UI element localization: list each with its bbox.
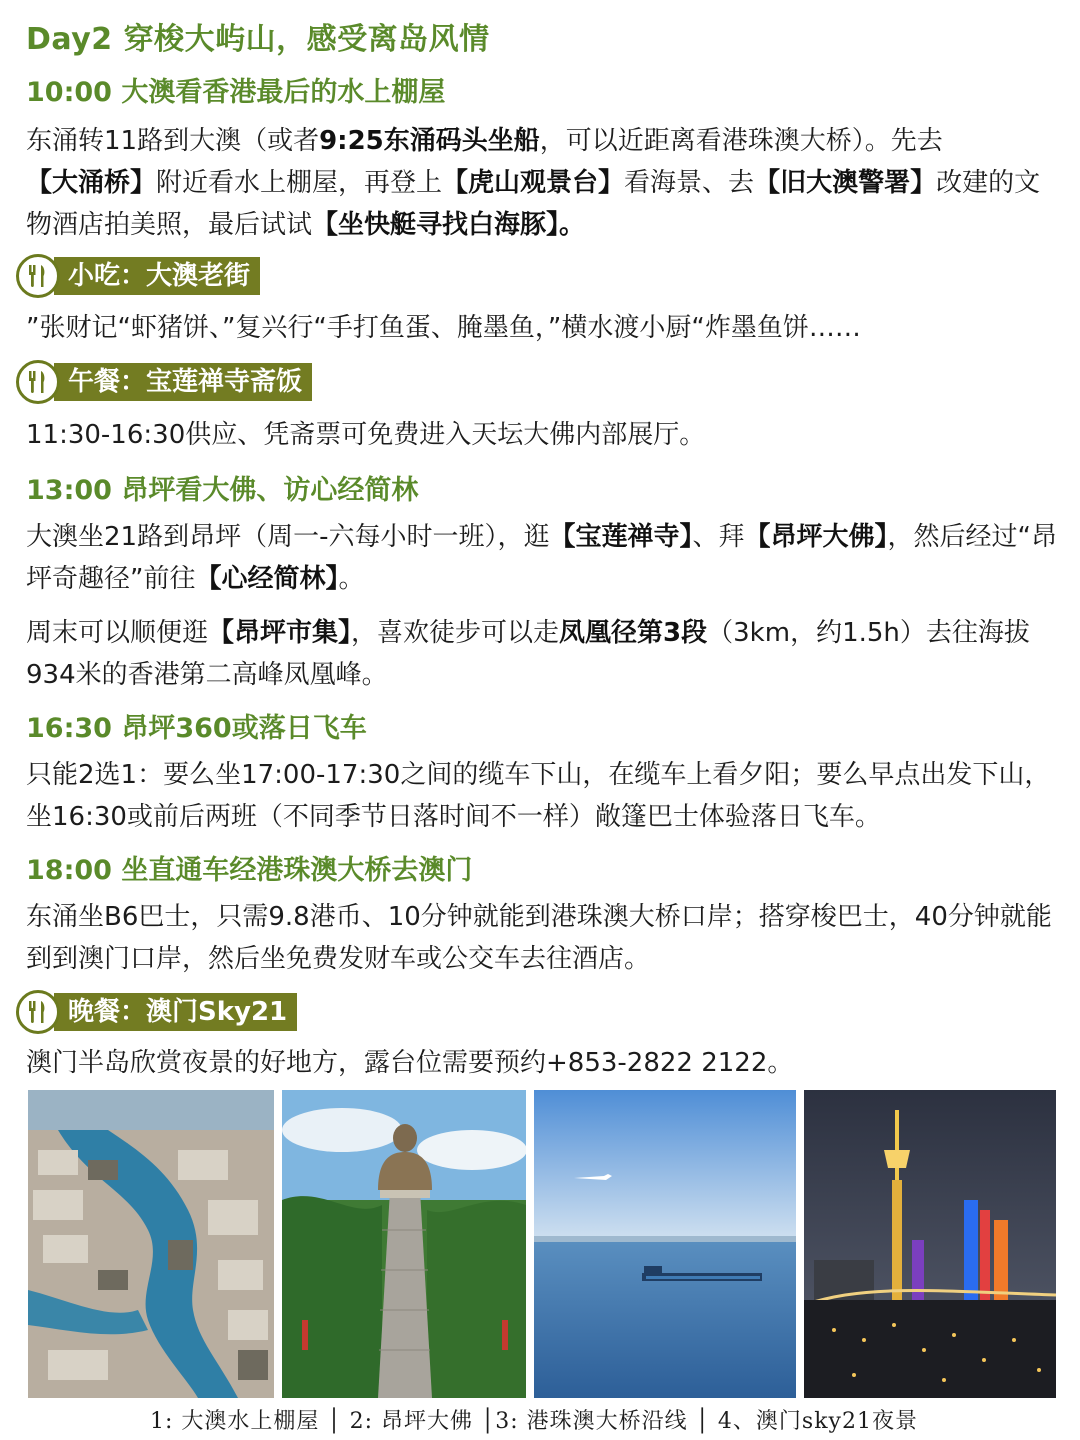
snack-text: ”张财记“虾猪饼、”复兴行“手打鱼蛋、腌墨鱼，”横水渡小厨“炸墨鱼饼…… xyxy=(26,313,861,343)
photo-hzmb-sea xyxy=(534,1090,796,1398)
paragraph-daao: 东涌转11路到大澳（或者9:25东涌码头坐船，可以近距离看港珠澳大桥）。先去【大涌桥】附近看水上棚屋，再登上【虎山观景台】看海景、去【旧大澳警署】改建的文物酒店拍美照，最后试试【坐快艇寻找白海豚】。 xyxy=(26,126,1041,240)
tag-dinner xyxy=(16,990,297,1034)
section-title-cable-car: 16:30 昂坪360或落日飞车 xyxy=(26,713,367,744)
section-title-daao: 10:00 大澳看香港最后的水上棚屋 xyxy=(26,77,446,108)
utensils-icon xyxy=(16,990,60,1034)
photo-macau-night xyxy=(804,1090,1056,1398)
tag-snack-label: 小吃：大澳老街 xyxy=(54,257,260,295)
photo-tian-tan-buddha xyxy=(282,1090,526,1398)
paragraph-macau-bus: 东涌坐B6巴士，只需9.8港币、10分钟就能到港珠澳大桥口岸；搭穿梭巴士，40分钟就能到到澳门口岸，然后坐免费发财车或公交车去往酒店。 xyxy=(26,902,1052,974)
photo-tai-o-stilt-houses xyxy=(28,1090,274,1398)
utensils-icon xyxy=(16,254,60,298)
tag-lunch xyxy=(16,360,312,404)
tag-snack xyxy=(16,254,260,298)
dinner-text: 澳门半岛欣赏夜景的好地方，露台位需要预约+853-2822 2122。 xyxy=(26,1048,794,1078)
paragraph-weekend: 周末可以顺便逛【昂坪市集】，喜欢徒步可以走凤凰径第3段（3km，约1.5h）去往海拔934米的香港第二高峰凤凰峰。 xyxy=(26,618,1030,690)
section-title-ngongping: 13:00 昂坪看大佛、访心经简林 xyxy=(26,475,419,506)
tag-lunch-label: 午餐：宝莲禅寺斋饭 xyxy=(54,363,312,401)
section-title-macau-bus: 18:00 坐直通车经港珠澳大桥去澳门 xyxy=(26,855,473,886)
photo-caption: 1: 大澳水上棚屋 │ 2: 昂坪大佛 │3: 港珠澳大桥沿线 │ 4、澳门sky21夜景 xyxy=(150,1409,918,1434)
tag-dinner-label: 晚餐：澳门Sky21 xyxy=(54,993,297,1031)
day-title: Day2 穿梭大屿山，感受离岛风情 xyxy=(26,22,490,57)
paragraph-cable-car: 只能2选1：要么坐17:00-17:30之间的缆车下山，在缆车上看夕阳；要么早点出发下山，坐16:30或前后两班（不同季节日落时间不一样）敞篷巴士体验落日飞车。 xyxy=(26,760,1051,832)
utensils-icon xyxy=(16,360,60,404)
lunch-text: 11:30-16:30供应、凭斋票可免费进入天坛大佛内部展厅。 xyxy=(26,420,706,450)
paragraph-ngongping: 大澳坐21路到昂坪（周一-六每小时一班），逛【宝莲禅寺】、拜【昂坪大佛】，然后经过“昂坪奇趣径”前往【心经简林】。 xyxy=(26,522,1057,594)
